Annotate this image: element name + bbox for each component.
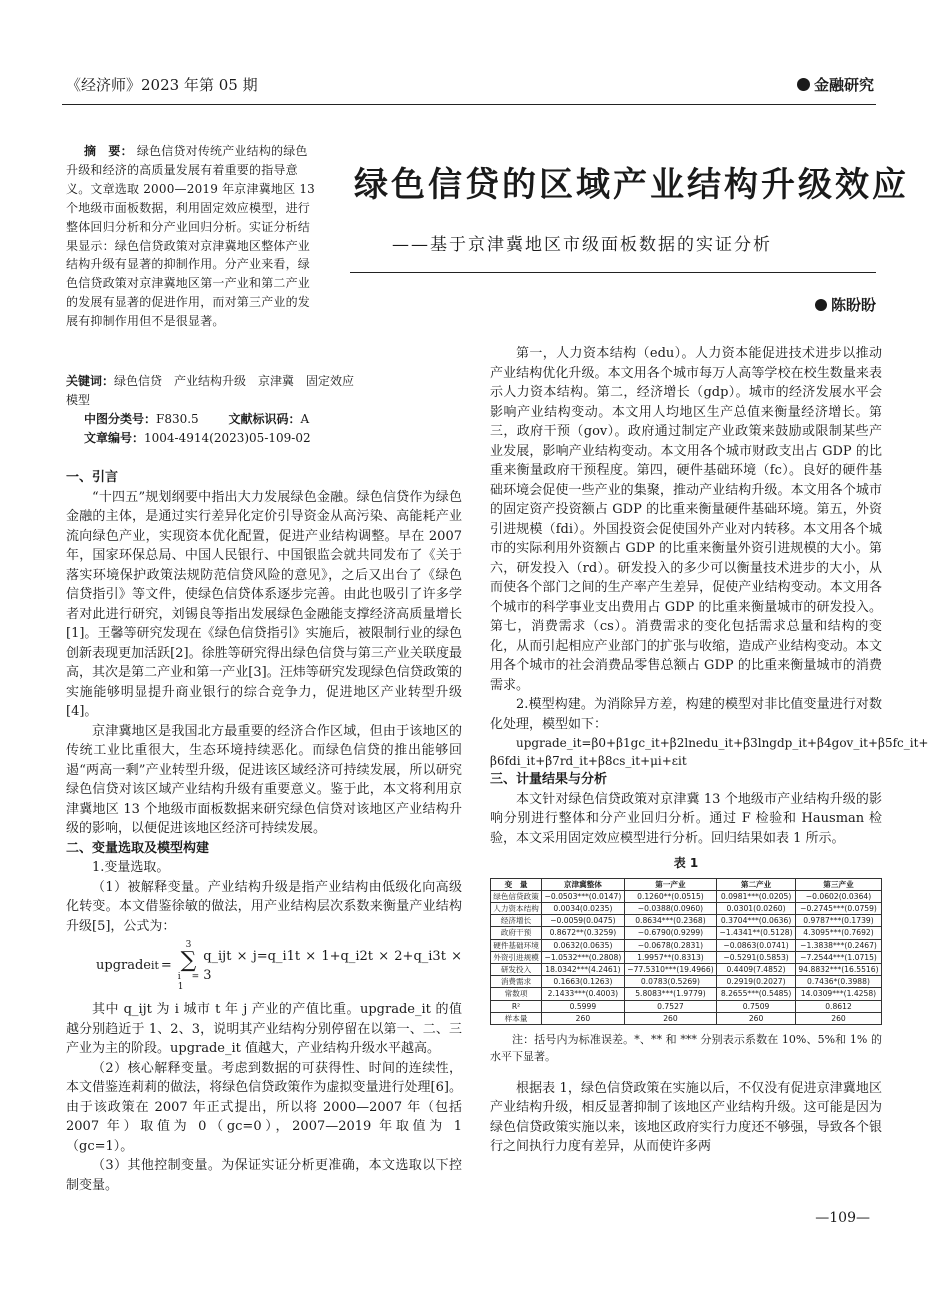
table-cell: 4.3095***(0.7692) xyxy=(795,927,881,939)
table-row xyxy=(491,1000,882,1012)
keywords: 绿色信贷 产业结构升级 京津冀 固定效应 xyxy=(114,374,355,388)
table-row xyxy=(491,939,882,951)
table-row xyxy=(491,988,882,1000)
author-name: 陈盼盼 xyxy=(830,296,876,314)
article-subtitle: ——基于京津冀地区市级面板数据的实证分析 xyxy=(392,235,772,255)
table-cell: 0.7509 xyxy=(717,1000,796,1012)
author xyxy=(815,294,876,315)
table-cell: 0.5999 xyxy=(542,1000,625,1012)
table-cell: −0.6790(0.9299) xyxy=(624,927,716,939)
abstract xyxy=(66,142,318,331)
table-row xyxy=(491,902,882,914)
paragraph: 本文针对绿色信贷政策对京津冀 13 个地级市产业结构升级的影响分别进行整体和分产业回归分析。通过 F 检验和 Hausman 检验，本文采用固定效应模型进行分析。回归结果如表 1 所示。 xyxy=(490,791,882,846)
table-cell: 260 xyxy=(795,1012,881,1024)
right-column xyxy=(490,344,929,1157)
table-cell: −1.0532***(0.2808) xyxy=(542,951,625,963)
clc-line xyxy=(84,410,466,429)
paragraph: （2）核心解释变量。考虑到数据的可获得性、时间的连续性，本文借鉴连莉莉的做法，将绿色信贷政策作为虚拟变量进行处理[6]。由于该政策在 2007 年正式提出，所以将 2000—2007 年（包括 2007 年）取值为 0（gc=0），2007—2019 年取值为 1（gc=1）。 xyxy=(66,1060,462,1154)
formula-upgrade xyxy=(96,940,462,992)
table-cell: 常数项 xyxy=(491,988,542,1000)
formula-eq: = xyxy=(160,958,172,974)
left-column xyxy=(66,468,462,1195)
table-cell: 260 xyxy=(624,1012,716,1024)
abstract-label: 摘 要： xyxy=(84,144,133,158)
artno-label: 文章编号： xyxy=(84,431,145,445)
sigma-bottom: i = 1 xyxy=(177,972,200,992)
table-row xyxy=(491,963,882,975)
table-cell: 硬件基础环境 xyxy=(491,939,542,951)
table-cell: 5.8083***(1.9779) xyxy=(624,988,716,1000)
table-cell: −0.2745***(0.0759) xyxy=(795,902,881,914)
formula-lhs: upgrade xyxy=(96,958,151,974)
table-cell: 政府干预 xyxy=(491,927,542,939)
table-cell: 0.0034(0.0235) xyxy=(542,902,625,914)
article-title: 绿色信贷的区域产业结构升级效应 xyxy=(354,165,909,205)
table-header-cell: 第三产业 xyxy=(795,878,881,890)
table-note: 注：括号内为标准误差。*、** 和 *** 分别表示系数在 10%、5%和 1% 的水平下显著。 xyxy=(490,1032,882,1063)
table-cell: 18.0342***(4.2461) xyxy=(542,963,625,975)
table-cell: −7.2544***(1.0715) xyxy=(795,951,881,963)
table-cell: 人力资本结构 xyxy=(491,902,542,914)
table-cell: 0.4409(7.4852) xyxy=(717,963,796,975)
table-cell: 0.9787***(0.1739) xyxy=(795,915,881,927)
table-cell: 260 xyxy=(717,1012,796,1024)
table-cell: −1.3838***(0.2467) xyxy=(795,939,881,951)
table-cell: 经济增长 xyxy=(491,915,542,927)
table-cell: 绿色信贷政策 xyxy=(491,890,542,902)
table-header-cell: 第二产业 xyxy=(717,878,796,890)
table-cell: −0.0503***(0.0147) xyxy=(542,890,625,902)
table-body xyxy=(491,890,882,1024)
table-cell: 外资引进规模 xyxy=(491,951,542,963)
table-cell: −0.0863(0.0741) xyxy=(717,939,796,951)
table-header-row xyxy=(491,878,882,890)
doccode: A xyxy=(300,412,310,426)
section-heading: 三、计量结果与分析 xyxy=(490,772,608,787)
table-cell: 0.1663(0.1263) xyxy=(542,976,625,988)
table-title: 表 1 xyxy=(673,856,699,870)
header-divider xyxy=(62,104,876,105)
paragraph: 京津冀地区是我国北方最重要的经济合作区域，但由于该地区的传统工业比重很大，生态环境持续恶化。而绿色信贷的推出能够回遏“两高一剩”产业转型升级，促进该区域经济可持续发展，所以研究绿色信贷对该区域产业结构升级有重要意义。鉴于此，本文将利用京津冀地区 13 个地级市面板数据来研究绿色信贷对该地区产业结构升级的影响，以便促进该地区经济可持续发展。 xyxy=(66,723,462,836)
table-cell: 0.0301(0.0260) xyxy=(717,902,796,914)
sigma-symbol xyxy=(178,940,199,992)
model-equation-line-2: β6fdi_it+β7rd_it+β8cs_it+μi+εit xyxy=(490,754,687,768)
keywords-line xyxy=(66,372,466,391)
clc: F830.5 xyxy=(156,412,199,426)
sigma-top: 3 xyxy=(185,940,192,950)
doccode-label: 文献标识码： xyxy=(228,412,301,426)
formula-lhs-sub: it xyxy=(151,959,159,973)
table-cell: −0.0602(0.0364) xyxy=(795,890,881,902)
table-header-cell: 京津冀整体 xyxy=(542,878,625,890)
table-cell: 260 xyxy=(542,1012,625,1024)
table-cell: 0.0783(0.5269) xyxy=(624,976,716,988)
table-cell: 0.7436*(0.3988) xyxy=(795,976,881,988)
regression-table xyxy=(490,878,882,1025)
section-text: 金融研究 xyxy=(813,76,874,94)
table-cell: 0.0632(0.0635) xyxy=(542,939,625,951)
table-cell: 1.9957**(0.8313) xyxy=(624,951,716,963)
table-cell: −1.4341**(0.5128) xyxy=(717,927,796,939)
paragraph: 第一，人力资本结构（edu）。人力资本能促进技术进步以推动产业结构优化升级。本文用各个城市每万人高等学校在校生数量来表示人力资本结构。第二，经济增长（gdp）。城市的经济发展水平会影响产业结构变动。本文用人均地区生产总值来衡量经济增长。第三，政府干预（gov）。政府通过制定产业政策来鼓励或限制某些产业发展，影响产业结构变动。本文用各个城市财政支出占 GDP 的比重来衡量政府干预程度。第四，硬件基础环境（fc）。良好的硬件基础环境会促使一些产业的集聚，推动产业结构升级。本文用各个城市的固定资产投资额占 GDP 的比重来衡量硬件基础环境。第五，外资引进规模（fdi）。外国投资会促使国外产业对内转移。本文用各个城市的实际利用外资额占 GDP 的比重来衡量外资引进规模的大小。第六，研发投入（rd）。研发投入的多少可以衡量技术进步的大小，从而使各个部门之间的生产率产生差异，促使产业结构变动。本文用各个城市的科学事业支出费用占 GDP 的比重来衡量城市的研发投入。第七，消费需求（cs）。消费需求的变化包括需求总量和结构的变化，从而引起相应产业部门的扩张与收缩，造成产业结构变动。本文用各个城市的社会消费品零售总额占 GDP 的比重来衡量城市的消费需求。 xyxy=(490,346,882,693)
table-cell: 消费需求 xyxy=(491,976,542,988)
table-cell: 0.3704***(0.0636) xyxy=(717,915,796,927)
subsection-heading: 1.变量选取。 xyxy=(92,860,170,875)
table-row xyxy=(491,927,882,939)
abstract-text: 绿色信贷对传统产业结构的绿色升级和经济的高质量发展有着重要的指导意义。文章选取 2000—2019 年京津冀地区 13 个地级市面板数据，利用固定效应模型，进行整体回归分析和分产业回归分析。实证分析结果显示：绿色信贷政策对京津冀地区整体产业结构升级有显著的抑制作用。分产业来看，绿色信贷政策对京津冀地区第一产业和第二产业的发展有显著的促进作用，而对第三产业的发展有抑制作用但不是很显著。 xyxy=(66,144,315,329)
table-cell: 样本量 xyxy=(491,1012,542,1024)
table-cell: −77.5310***(19.4966) xyxy=(624,963,716,975)
paragraph: 其中 q_ijt 为 i 城市 t 年 j 产业的产值比重。upgrade_it 的值越分别趋近于 1、2、3，说明其产业结构分别停留在以第一、二、三产业为主的阶段。upgrade_it 值越大，产业结构升级水平越高。 xyxy=(66,1002,462,1056)
table-cell: −0.0388(0.0960) xyxy=(624,902,716,914)
table-cell: 0.1260**(0.0515) xyxy=(624,890,716,902)
table-row xyxy=(491,915,882,927)
journal-issue: 《经济师》2023 年第 05 期 xyxy=(66,76,258,94)
clc-label: 中图分类号： xyxy=(84,412,157,426)
table-cell: 2.1433***(0.4003) xyxy=(542,988,625,1000)
table-row xyxy=(491,1012,882,1024)
table-row xyxy=(491,976,882,988)
table-cell: 94.8832***(16.5516) xyxy=(795,963,881,975)
table-cell: −0.0678(0.2831) xyxy=(624,939,716,951)
section-heading: 一、引言 xyxy=(66,470,119,485)
table-cell: 0.2919(0.2027) xyxy=(717,976,796,988)
table-cell: 0.0981***(0.0205) xyxy=(717,890,796,902)
paragraph: 根据表 1，绿色信贷政策在实施以后，不仅没有促进京津冀地区产业结构升级，相反显著抑制了该地区产业结构升级。这可能是因为绿色信贷政策实施以来，该地区政府实行力度还不够强，导致各个银行之间执行力度有差异，从而使许多两 xyxy=(490,1080,882,1155)
table-row xyxy=(491,890,882,902)
table-cell: −0.0059(0.0475) xyxy=(542,915,625,927)
page-number: —109— xyxy=(815,1210,870,1226)
table-cell: 14.0309***(1.4258) xyxy=(795,988,881,1000)
table-row xyxy=(491,951,882,963)
section-label xyxy=(797,74,874,95)
section-heading: 二、变量选取及模型构建 xyxy=(66,840,210,856)
table-header-cell: 第一产业 xyxy=(624,878,716,890)
article-meta xyxy=(66,372,466,448)
keywords-label: 关键词： xyxy=(66,374,115,388)
table-cell: 8.2655***(0.5485) xyxy=(717,988,796,1000)
table-cell: 研发投入 xyxy=(491,963,542,975)
paragraph: （3）其他控制变量。为保证实证分析更准确，本文选取以下控制变量。 xyxy=(66,1158,462,1193)
model-equation-line-1: upgrade_it=β0+β1gc_it+β2lnedu_it+β3lngdp_it+β4gov_it+β5fc_it+ xyxy=(516,736,929,750)
table-cell: R² xyxy=(491,1000,542,1012)
paragraph: （1）被解释变量。产业结构升级是指产业结构由低级化向高级化转变。本文借鉴徐敏的做法，用产业结构层次系数来衡量产业结构升级[5]，公式为： xyxy=(66,879,462,934)
bullet-icon xyxy=(797,78,810,91)
table-cell: 0.7527 xyxy=(624,1000,716,1012)
title-divider xyxy=(350,272,876,273)
table-cell: −0.5291(0.5853) xyxy=(717,951,796,963)
bullet-icon xyxy=(815,299,827,311)
paragraph: 2.模型构建。为消除异方差，构建的模型对非比值变量进行对数化处理，模型如下： xyxy=(490,697,882,732)
table-cell: 0.8612 xyxy=(795,1000,881,1012)
table-header-cell: 变 量 xyxy=(491,878,542,890)
artno: 1004-4914(2023)05-109-02 xyxy=(144,431,311,445)
paragraph: “十四五”规划纲要中指出大力发展绿色金融。绿色信贷作为绿色金融的主体，是通过实行差异化定价引导资金从高污染、高能耗产业流向绿色产业，实现资本优化配置，促进产业结构调整。早在 2007 年，国家环保总局、中国人民银行、中国银监会就共同发布了《关于落实环境保护政策法规防范信贷风险的意见》，之后又出台了《绿色信贷指引》等文件，使绿色信贷体系逐步完善。由此也吸引了许多学者对此进行研究，刘锡良等指出发展绿色金融能支撑经济高质量增长[1]。王馨等研究发现在《绿色信贷指引》实施后，被限制行业的绿色创新表现更加活跃[2]。徐胜等研究得出绿色信贷与第三产业关联度最高，其次是第二产业和第一产业[3]。汪炜等研究发现绿色信贷政策的实施能够明显提升商业银行的综合竞争力，促进地区产业转型升级[4]。 xyxy=(66,489,462,719)
keywords-cont: 模型 xyxy=(66,393,91,407)
table-cell: 0.8672**(0.3259) xyxy=(542,927,625,939)
table-cell: 0.8634***(0.2368) xyxy=(624,915,716,927)
formula-rhs: q_ijt × j=q_i1t × 1+q_i2t × 2+q_i3t × 3 xyxy=(203,948,462,983)
artno-line xyxy=(84,429,466,448)
sigma-sign: ∑ xyxy=(180,948,197,973)
